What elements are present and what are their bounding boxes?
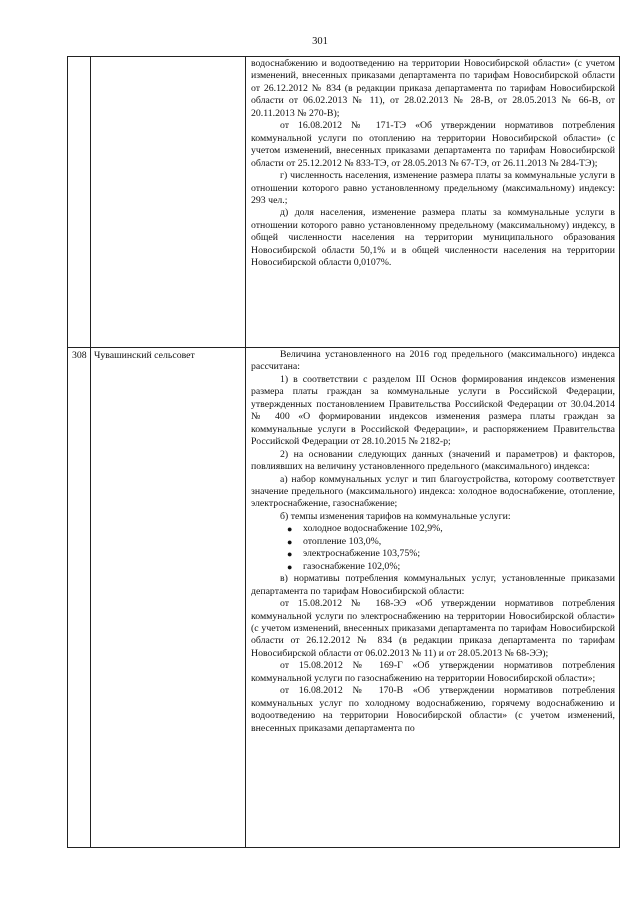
list-item-text: холодное водоснабжение 102,9%,: [303, 523, 443, 535]
item-v-paragraph: в) нормативы потребления коммунальных услуг, установленные приказами департамента по тарифам Новосибирской области:: [251, 573, 615, 597]
municipality-name-cell: [91, 57, 246, 348]
description-paragraph: г) численность населения, изменение размера платы за коммунальные услуги в отношении которого равно установленному предельному (максимальному) индексу: 293 чел.;: [251, 170, 615, 206]
data-table: [67, 56, 620, 848]
bullet-icon: ●: [287, 536, 293, 547]
description-paragraph: д) доля населения, изменение размера платы за коммунальные услуги в отношении которого равно установленному предельному (максимальному) индексу, в общей численности населения на территории муниципального образования Новосибирской области 50,1% и в общей численности населения на территории Новосибирской области 0,0107%.: [251, 207, 615, 269]
description-paragraph: водоснабжению и водоотведению на территории Новосибирской области» (с учетом изменений, внесенных приказами департамента по тарифам Новосибирской области от 26.12.2012 № 834 (в редакции приказа департамента по тарифам Новосибирской области от 06.02.2013 № 11), от 28.02.2013 № 28-В, от 28.05.2013 № 66-В, от 20.11.2013 № 270-В);: [251, 58, 615, 119]
bullet-icon: ●: [287, 561, 293, 572]
list-item: [287, 548, 615, 560]
list-item-text: электроснабжение 103,75%;: [303, 548, 421, 560]
list-item-text: газоснабжение 102,0%;: [303, 560, 401, 572]
page-number: 301: [312, 36, 328, 47]
item-2-paragraph: 2) на основании следующих данных (значений и параметров) и факторов, повлиявших на величину установленного предельного (максимального) индекса:: [251, 448, 615, 473]
item-b-paragraph: б) темпы изменения тарифов на коммунальные услуги:: [280, 510, 511, 522]
bullet-icon: ●: [287, 549, 293, 560]
list-item: [287, 523, 615, 535]
row-number-cell: [68, 57, 91, 348]
description-cell: [246, 57, 620, 348]
intro-paragraph: Величина установленного на 2016 год предельного (максимального) индекса рассчитана:: [251, 349, 615, 373]
tariff-rate-list: [251, 523, 615, 573]
description-cell: [246, 348, 620, 848]
list-item: [287, 535, 615, 548]
order-170-paragraph: от 16.08.2012 № 170-В «Об утверждении нормативов потребления коммунальных услуг по холодному водоснабжению, горячему водоснабжению и водоотведению на территории Новосибирской области» (с учетом изменений, внесенных приказами департамента по: [251, 685, 615, 734]
bullet-icon: ●: [287, 524, 293, 535]
order-169-paragraph: от 15.08.2012 № 169-Г «Об утверждении нормативов потребления коммунальной услуги по газоснабжению на территории Новосибирской области»;: [251, 660, 615, 684]
municipality-name-cell: Чувашинский сельсовет: [91, 348, 246, 848]
description-paragraph: от 16.08.2012 № 171-ТЭ «Об утверждении нормативов потребления коммунальной услуги по отоплению на территории Новосибирской области» (с учетом изменений, внесенных приказами департамента по тарифам Новосибирской области от 25.12.2012 № 833-ТЭ, от 28.05.2013 № 67-ТЭ, от 26.11.2013 № 284-ТЭ);: [251, 120, 615, 169]
item-a-paragraph: а) набор коммунальных услуг и тип благоустройства, которому соответствует значение предельного (максимального) индекса: холодное водоснабжение, отопление, электроснабжение, газоснабжение;: [251, 473, 615, 510]
list-item-text: отопление 103,0%,: [303, 535, 382, 547]
row-number-cell: 308: [68, 348, 91, 848]
order-168-paragraph: от 15.08.2012 № 168-ЭЭ «Об утверждении нормативов потребления коммунальной услуги по электроснабжению на территории Новосибирской области» (с учетом изменений, внесенных приказами департамента по тарифам Новосибирской области от 26.12.2012 № 834 (в редакции приказа департамента по тарифам Новосибирской области от 06.02.2013 № 11) и от 28.05.2013 № 68-ЭЭ);: [251, 598, 615, 659]
table-row: [68, 348, 620, 848]
list-item: [287, 560, 615, 573]
table-row: [68, 57, 620, 348]
item-1-paragraph: 1) в соответствии с разделом III Основ формирования индексов изменения размера платы граждан за коммунальные услуги в Российской Федерации, утвержденных постановлением Правительства Российской Федерации от 30.04.2014 № 400 «О формировании индексов изменения размера платы граждан за коммунальные услуги в Российской Федерации», и распоряжением Правительства Российской Федерации от 28.10.2015 № 2182-р;: [251, 373, 615, 448]
